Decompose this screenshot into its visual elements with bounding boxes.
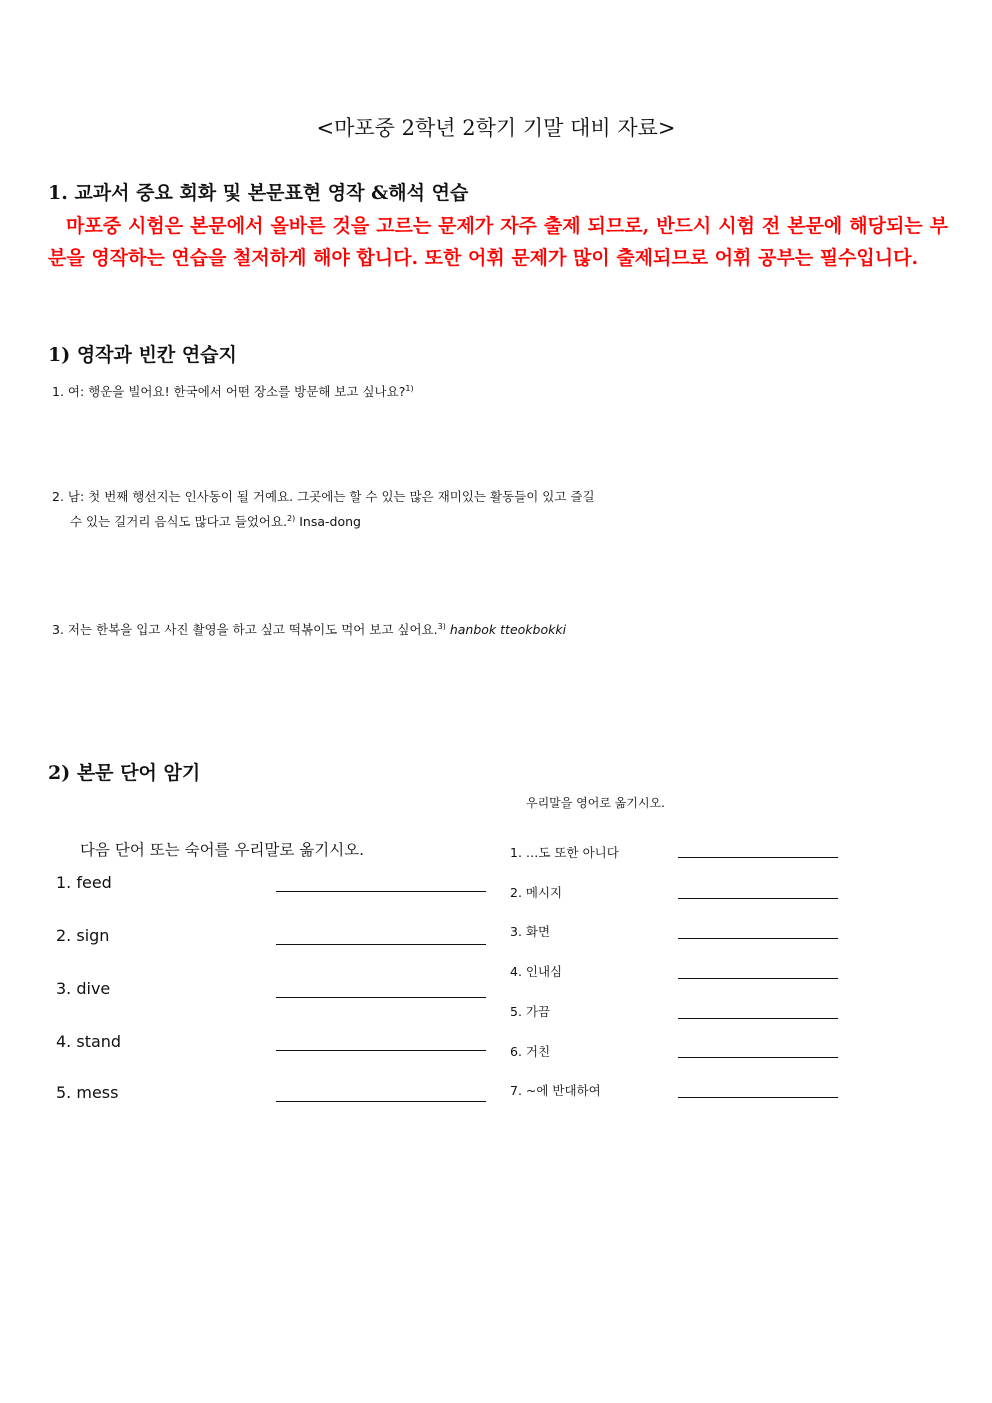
question-2-hint: Insa-dong xyxy=(299,514,361,530)
left-word-item: 1. feed xyxy=(56,873,112,892)
subsection-2-heading: 2) 본문 단어 암기 xyxy=(48,762,201,784)
answer-blank[interactable] xyxy=(678,1018,838,1019)
question-2-line-1: 2. 남: 첫 번째 행선지는 인사동이 될 거예요. 그곳에는 할 수 있는 많은 재미있는 활동들이 있고 즐길 xyxy=(52,489,595,504)
answer-blank[interactable] xyxy=(276,1050,486,1051)
answer-blank[interactable] xyxy=(276,944,486,945)
section-1-heading: 1. 교과서 중요 회화 및 본문표현 영작 &해석 연습 xyxy=(48,182,469,204)
left-word-item: 3. dive xyxy=(56,979,111,998)
answer-blank[interactable] xyxy=(276,891,486,892)
question-3 xyxy=(52,616,566,641)
question-1-text: 1. 여: 행운을 빌어요! 한국에서 어떤 장소를 방문해 보고 싶나요? xyxy=(52,384,406,400)
answer-blank[interactable] xyxy=(678,1057,838,1058)
right-word-item: 6. 거친 xyxy=(510,1044,551,1059)
subsection-1-heading: 1) 영작과 빈칸 연습지 xyxy=(48,344,237,366)
question-2-line-2 xyxy=(52,508,595,533)
right-word-item: 2. 메시지 xyxy=(510,885,563,900)
question-2 xyxy=(52,486,595,533)
answer-blank[interactable] xyxy=(276,1101,486,1102)
footnote-mark: 1) xyxy=(405,384,414,393)
answer-blank[interactable] xyxy=(276,997,486,998)
right-word-item: 3. 화면 xyxy=(510,924,551,939)
answer-blank[interactable] xyxy=(678,898,838,899)
left-word-item: 4. stand xyxy=(56,1032,122,1051)
left-word-item: 2. sign xyxy=(56,926,110,945)
exam-notice: 마포중 시험은 본문에서 올바른 것을 고르는 문제가 자주 출제 되므로, 반드시 시험 전 본문에 해당되는 부분을 영작하는 연습을 철저하게 해야 합니다. 또한 어휘 문제가 많이 출제되므로 어휘 공부는 필수입니다. xyxy=(48,215,948,269)
footnote-mark: 3) xyxy=(437,622,446,631)
answer-blank[interactable] xyxy=(678,938,838,939)
left-word-item: 5. mess xyxy=(56,1083,119,1102)
right-word-item: 7. ~에 반대하여 xyxy=(510,1083,601,1098)
left-instruction: 다음 단어 또는 숙어를 우리말로 옮기시오. xyxy=(80,841,365,859)
right-instruction: 우리말을 영어로 옮기시오. xyxy=(526,796,665,810)
answer-blank[interactable] xyxy=(678,857,838,858)
question-2-text: 수 있는 길거리 음식도 많다고 들었어요. xyxy=(70,514,288,530)
right-word-item: 5. 가끔 xyxy=(510,1004,551,1019)
question-3-hint: hanbok tteokbokki xyxy=(449,622,567,638)
right-word-item: 1. …도 또한 아니다 xyxy=(510,845,619,860)
question-3-text: 3. 저는 한복을 입고 사진 촬영을 하고 싶고 떡볶이도 먹어 보고 싶어요. xyxy=(52,622,438,638)
question-1 xyxy=(52,378,414,403)
right-word-item: 4. 인내심 xyxy=(510,964,563,979)
footnote-mark: 2) xyxy=(287,514,296,523)
answer-blank[interactable] xyxy=(678,978,838,979)
page-title: <마포중 2학년 2학기 기말 대비 자료> xyxy=(316,116,676,140)
answer-blank[interactable] xyxy=(678,1097,838,1098)
